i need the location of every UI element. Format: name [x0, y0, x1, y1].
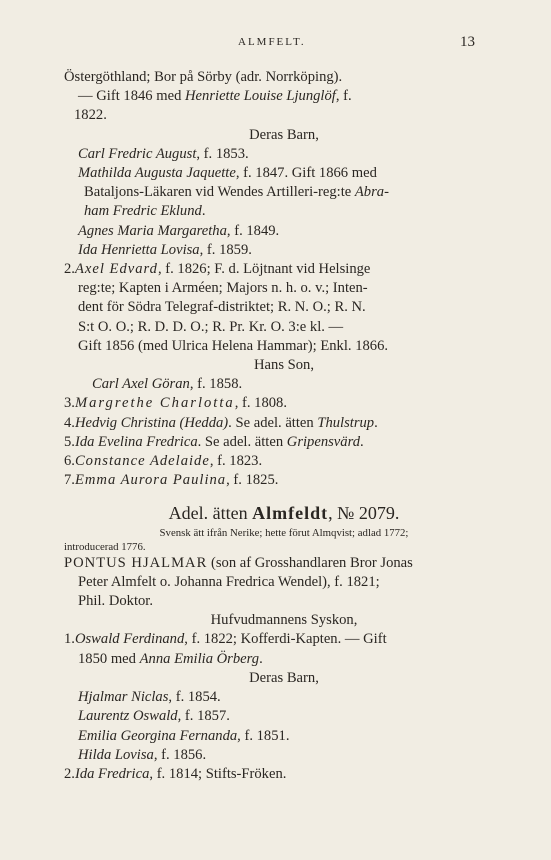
- text-line: Hilda Lovisa, f. 1856.: [78, 746, 207, 763]
- siblings-heading: Hufvudmannens Syskon,: [210, 612, 358, 629]
- son-heading: Hans Son,: [254, 357, 314, 374]
- text-line: Emilia Georgina Fernanda, f. 1851.: [78, 727, 290, 744]
- text-line: Carl Fredric August, f. 1853.: [78, 145, 249, 162]
- list-item: 5.Ida Evelina Fredrica. Se adel. ätten Gripensvärd.: [64, 433, 364, 450]
- text-line: Bataljons-Läkaren vid Wendes Artilleri-reg:te Abra-: [84, 184, 389, 201]
- page-body: [64, 68, 504, 784]
- text-line: Ida Henrietta Lovisa, f. 1859.: [78, 241, 252, 258]
- text-line: Mathilda Augusta Jaquette, f. 1847. Gift 1866 med: [78, 165, 377, 182]
- text-line: Laurentz Oswald, f. 1857.: [78, 708, 230, 725]
- section-note: Svensk ätt ifrån Nerike; hette förut Almqvist; adlad 1772;: [159, 526, 409, 539]
- text-line: Agnes Maria Margaretha, f. 1849.: [78, 222, 280, 239]
- list-item: 4.Hedvig Christina (Hedda). Se adel. ätten Thulstrup.: [64, 414, 378, 431]
- text-line: reg:te; Kapten i Arméen; Majors n. h. o. v.; Inten-: [78, 280, 368, 297]
- list-item: 1.Oswald Ferdinand, f. 1822; Kofferdi-Kapten. — Gift: [64, 631, 387, 648]
- page-header: [0, 34, 551, 54]
- text-line: Gift 1856 (med Ulrica Helena Hammar); Enkl. 1866.: [78, 337, 389, 354]
- text-line: — Gift 1846 med Henriette Louise Ljunglöf, f.: [78, 88, 352, 105]
- text-line: PONTUS HJALMAR (son af Grosshandlaren Bror Jonas: [64, 554, 413, 571]
- list-item: 2.Axel Edvard, f. 1826; F. d. Löjtnant vid Helsinge: [64, 261, 371, 278]
- list-item: 2.Ida Fredrica, f. 1814; Stifts-Fröken.: [64, 765, 287, 782]
- list-item: 3.Margrethe Charlotta, f. 1808.: [64, 395, 287, 412]
- page-number: 13: [460, 34, 475, 50]
- text-line: Peter Almfelt o. Johanna Fredrica Wendel), f. 1821;: [78, 573, 380, 590]
- section-heading: Adel. ätten Almfeldt, № 2079.: [168, 503, 400, 524]
- text-line: Östergöthland; Bor på Sörby (adr. Norrköping).: [64, 69, 343, 85]
- text-line: 1850 med Anna Emilia Örberg.: [78, 650, 263, 667]
- text-line: Hjalmar Niclas, f. 1854.: [78, 689, 221, 706]
- children-heading: Deras Barn,: [249, 669, 319, 686]
- text-line: Carl Axel Göran, f. 1858.: [92, 376, 243, 393]
- children-heading: Deras Barn,: [249, 126, 319, 143]
- text-line: Phil. Doktor.: [78, 593, 154, 610]
- section-note: introducerad 1776.: [64, 540, 146, 553]
- text-line: ham Fredric Eklund.: [84, 203, 206, 220]
- list-item: 7.Emma Aurora Paulina, f. 1825.: [64, 472, 279, 489]
- text-line: 1822.: [74, 107, 107, 124]
- list-item: 6.Constance Adelaide, f. 1823.: [64, 453, 263, 470]
- text-line: S:t O. O.; R. D. D. O.; R. Pr. Kr. O. 3:e kl. —: [78, 318, 344, 335]
- running-head: ALMFELT.: [238, 36, 306, 48]
- text-line: dent för Södra Telegraf-distriktet; R. N. O.; R. N.: [78, 299, 366, 316]
